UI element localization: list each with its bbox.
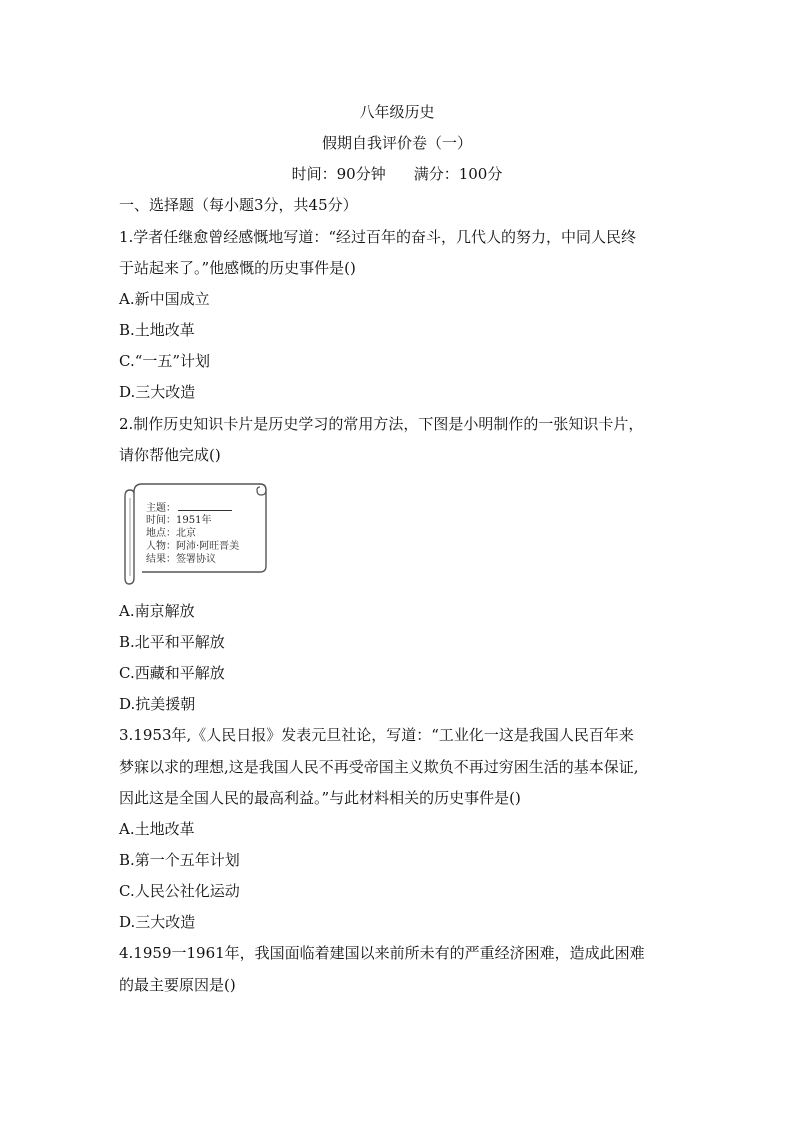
- card-people: 人物：阿沛·阿旺晋美: [146, 541, 240, 552]
- q3-option-d: D.三大改造: [119, 913, 196, 931]
- q4-stem-line1: 4.1959一1961年，我国面临着建国以来前所未有的严重经济困难，造成此困难: [119, 944, 645, 962]
- exam-title: 八年级历史: [359, 103, 435, 121]
- section-heading: 一、选择题（每小题3分，共45分）: [119, 196, 358, 214]
- q1-stem-line2: 于站起来了。”他感慨的历史事件是(): [119, 259, 356, 277]
- time-limit: 时间：90分钟: [291, 165, 386, 183]
- q1-option-d: D.三大改造: [119, 383, 196, 401]
- q2-option-b: B.北平和平解放: [119, 633, 225, 651]
- card-place: 地点：北京: [146, 528, 196, 539]
- q2-option-d: D.抗美援朝: [119, 695, 196, 713]
- q3-stem-line3: 因此这是全国人民的最高利益。”与此材料相关的历史事件是(): [119, 789, 521, 807]
- exam-time-score: [0, 164, 794, 184]
- q3-stem-line2: 梦寐以求的理想,这是我国人民不再受帝国主义欺负不再过穷困生活的基本保证,: [119, 758, 639, 776]
- card-time: 时间：1951年: [146, 515, 212, 526]
- q2-option-c: C.西藏和平解放: [119, 664, 225, 682]
- q4-stem-line2: 的最主要原因是(): [119, 976, 236, 994]
- q2-stem-line2: 请你帮他完成(): [119, 446, 221, 464]
- q1-option-a: A.新中国成立: [119, 290, 210, 308]
- card-topic: 主题：: [146, 501, 232, 515]
- knowledge-card: [124, 478, 270, 586]
- q3-stem-line1: 3.1953年,《人民日报》发表元旦社论，写道：“工业化一这是我国人民百年来: [119, 726, 634, 744]
- full-score: 满分：100分: [413, 165, 503, 183]
- card-result: 结果：签署协议: [146, 554, 216, 565]
- q3-option-b: B.第一个五年计划: [119, 851, 240, 869]
- q3-option-a: A.土地改革: [119, 820, 195, 838]
- exam-subtitle: 假期自我评价卷（一）: [321, 134, 472, 152]
- q1-stem-line1: 1.学者任继愈曾经感慨地写道：“经过百年的奋斗，几代人的努力，中同人民终: [119, 228, 636, 246]
- q2-option-a: A.南京解放: [119, 602, 195, 620]
- q1-option-b: B.土地改革: [119, 321, 195, 339]
- q1-option-c: C.“一五”计划: [119, 352, 211, 370]
- q3-option-c: C.人民公社化运动: [119, 882, 240, 900]
- q2-stem-line1: 2.制作历史知识卡片是历史学习的常用方法，下图是小明制作的一张知识卡片，: [119, 415, 644, 433]
